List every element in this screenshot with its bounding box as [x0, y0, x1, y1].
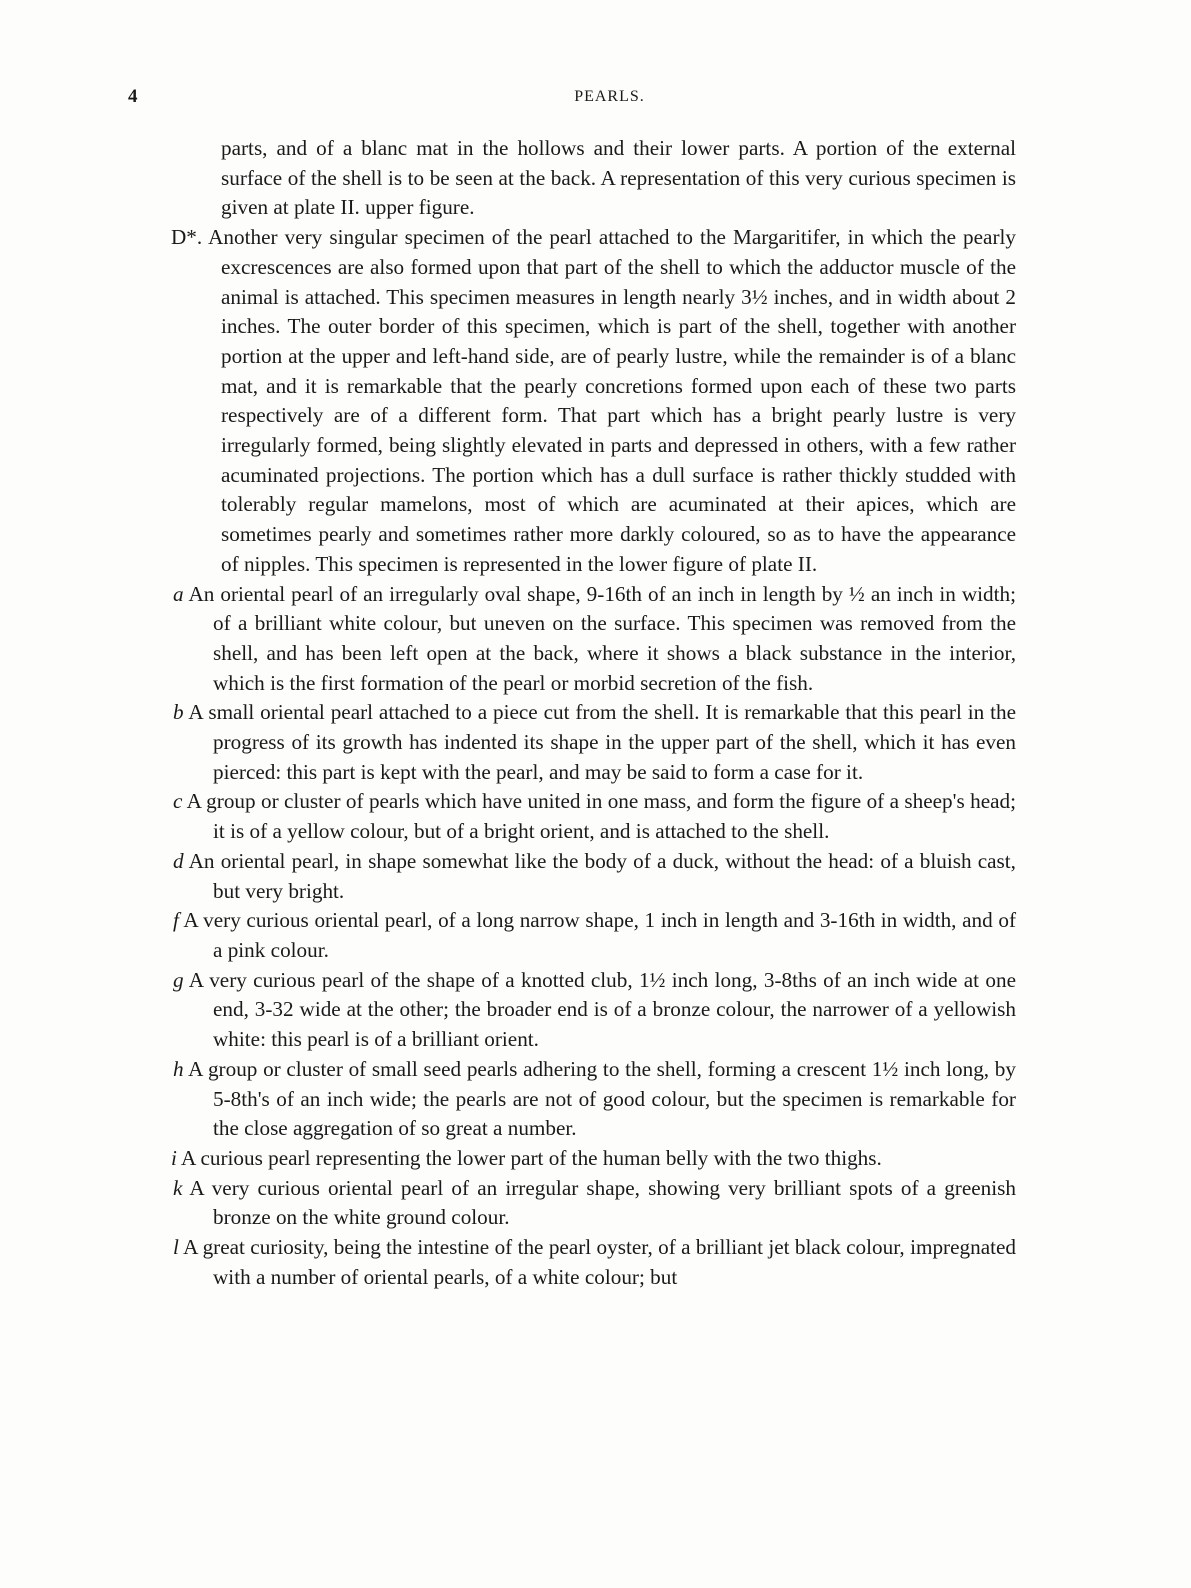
entry-text: A small oriental pearl attached to a piece cut from the shell. It is remarkable that this pearl in the progress of its growth has indented its shape in the upper part of the shell, which it has even pierced: this part is kept with the pearl, and may be said to form a case for it.	[188, 700, 1016, 784]
entry-label: i	[171, 1145, 177, 1170]
entry-k	[158, 1174, 1016, 1233]
entry-label: D*.	[171, 225, 203, 250]
running-title: PEARLS.	[574, 88, 645, 105]
entry-h	[158, 1055, 1016, 1144]
entry-text: A very curious pearl of the shape of a knotted club, 1½ inch long, 3-8ths of an inch wide at one end, 3-32 wide at the other; the broader end is of a bronze colour, the narrower of a yellowish white: this pearl is of a brilliant orient.	[188, 967, 1016, 1052]
entry-text: A curious pearl representing the lower part of the human belly with the two thighs.	[181, 1145, 882, 1170]
entry-l	[158, 1233, 1016, 1292]
entry-g	[158, 966, 1016, 1055]
entry-label: c	[173, 789, 183, 814]
continuation-paragraph	[158, 134, 1016, 223]
entry-f	[158, 906, 1016, 965]
entry-text: A very curious oriental pearl, of a long narrow shape, 1 inch in length and 3-16th in width, and of a pink colour.	[183, 908, 1016, 962]
entry-label: l	[173, 1235, 179, 1260]
entry-b	[158, 698, 1016, 787]
entry-label: f	[173, 908, 179, 933]
entry-label: d	[173, 848, 184, 873]
entry-label: h	[173, 1056, 184, 1081]
page-header	[128, 86, 1091, 108]
entry-label: a	[173, 581, 184, 606]
entry-d-star	[158, 223, 1016, 579]
entry-label: b	[173, 700, 184, 725]
continuation-text: parts, and of a blanc mat in the hollows and their lower parts. A portion of the external surface of the shell is to be seen at the back. A representation of this very curious specimen is given at plate II. upper figure.	[221, 136, 1016, 220]
entry-text: An oriental pearl, in shape somewhat like the body of a duck, without the head: of a bluish cast, but very bright.	[188, 848, 1016, 903]
entry-text: An oriental pearl of an irregularly oval shape, 9-16th of an inch in length by ½ an inch in width; of a brilliant white colour, but uneven on the surface. This specimen was removed from the shell, and has been left open at the back, where it shows a black substance in the interior, which is the first formation of the pearl or morbid secretion of the fish.	[188, 581, 1016, 695]
entry-text: Another very singular specimen of the pearl attached to the Margaritifer, in which the pearly excrescences are also formed upon that part of the shell to which the adductor muscle of the animal is attached. This specimen measures in length nearly 3½ inches, and in width about 2 inches. The outer border of this specimen, which is part of the shell, together with another portion at the upper and left-hand side, are of pearly lustre, while the remainder is of a blanc mat, and it is remarkable that the pearly concretions formed upon each of these two parts respectively are of a different form. That part which has a bright pearly lustre is very irregularly formed, being slightly elevated in parts and depressed in others, with a few rather acuminated projections. The portion which has a dull surface is rather thickly studded with tolerably regular mamelons, most of which are acuminated at their apices, which are sometimes pearly and sometimes rather more darkly coloured, so as to have the appearance of nipples. This specimen is represented in the lower figure of plate II.	[208, 225, 1016, 576]
entry-label: g	[173, 967, 184, 992]
catalogue-text	[158, 134, 1016, 1292]
entry-label: k	[173, 1175, 183, 1200]
page-number: 4	[128, 86, 138, 107]
entry-text: A group or cluster of small seed pearls adhering to the shell, forming a crescent 1½ inch long, by 5-8th's of an inch wide; the pearls are not of good colour, but the specimen is remarkable for the close aggregation of so great a number.	[188, 1056, 1016, 1141]
entry-text: A very curious oriental pearl of an irregular shape, showing very brilliant spots of a greenish bronze on the white ground colour.	[189, 1175, 1016, 1230]
entry-c	[158, 787, 1016, 846]
entry-text: A group or cluster of pearls which have united in one mass, and form the figure of a sheep's head; it is of a yellow colour, but of a bright orient, and is attached to the shell.	[186, 789, 1016, 844]
entry-d	[158, 847, 1016, 906]
entry-i	[158, 1144, 1016, 1174]
entry-a	[158, 580, 1016, 699]
entry-text: A great curiosity, being the intestine of the pearl oyster, of a brilliant jet black colour, impregnated with a number of oriental pearls, of a white colour; but	[183, 1235, 1016, 1289]
